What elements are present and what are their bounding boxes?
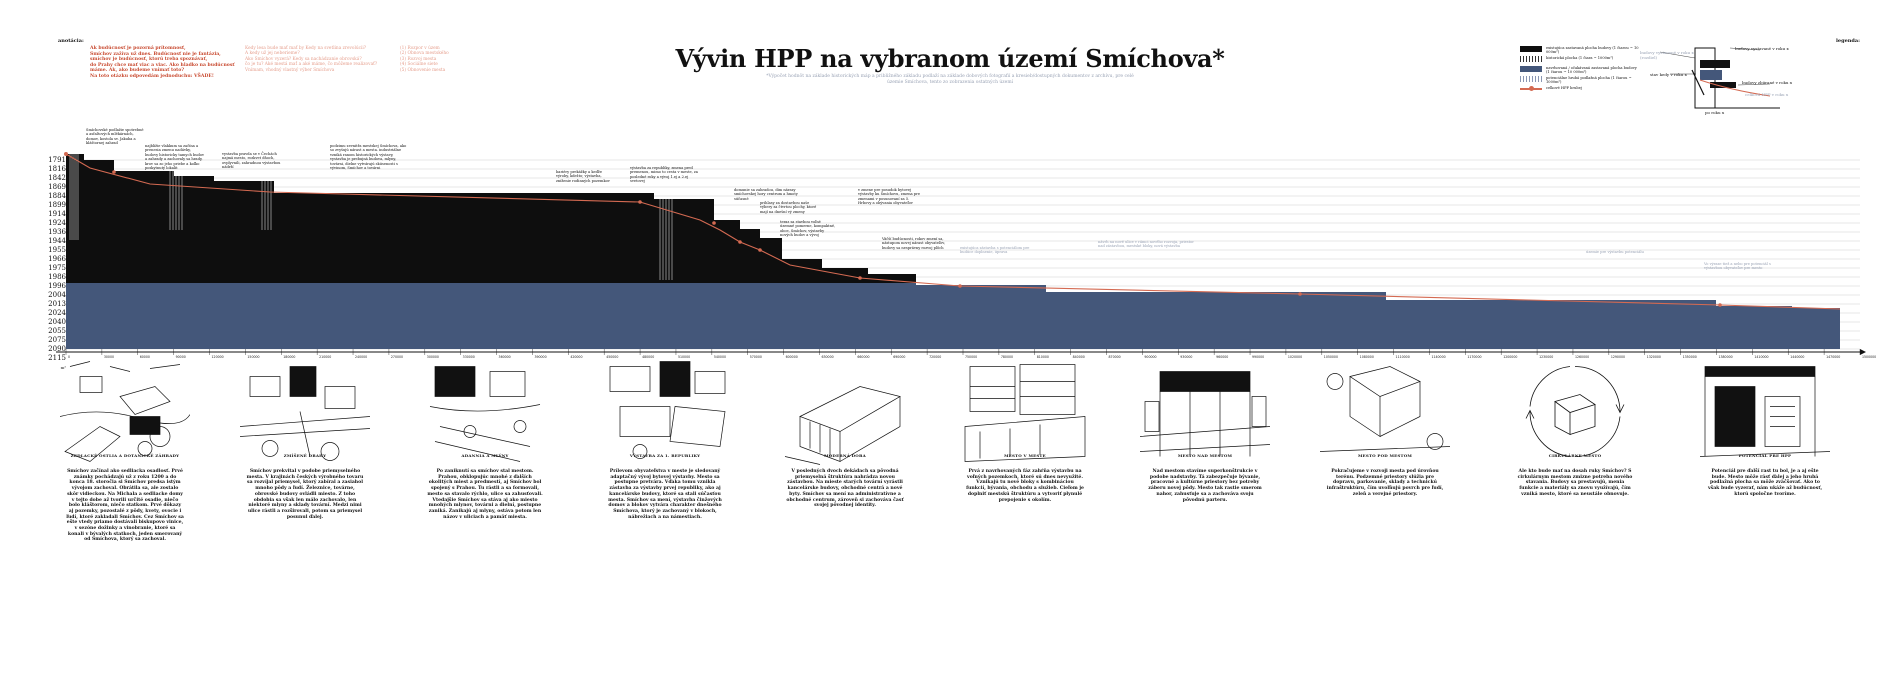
year-label: 1869 [48,183,66,191]
hpp-point [64,152,68,156]
x-tick-label: 900000 [1144,355,1157,359]
hpp-point [112,170,116,174]
x-tick-label: 540000 [713,355,727,359]
x-tick-label: 30000 [103,355,115,359]
year-label: 1975 [48,264,66,272]
annotation-label: anotácia: [58,38,84,44]
hpp-point [758,248,762,252]
x-tick-label: 1500000 [1862,355,1877,359]
x-tick-label: 480000 [642,355,655,359]
intro-question: A kedy už jej neberieme? [245,51,300,57]
sketch-rural-gardens [60,344,190,479]
x-tick-label: 960000 [1216,355,1229,359]
x-tick-label: 60000 [139,355,150,359]
x-tick-label: 0 [68,355,71,359]
story-text: V posledných dvoch dekádach sa pôvodná priemyselná štruktúra nahrádza novou zástavbou. Na mieste starých tovární vyrástli kancelárske budovy, obchodné centrá a nové byty. Smíchov sa mení na administratívne a obchodné centrum, zároveň si zachováva časť svojej pôvodnej identity. [786,469,904,509]
story-text: Smíchov začínal ako sedliacka osadlosť. Prvé známky pochádzajú už z roku 1200 a do konca 18. storočia si Smíchov predsa istým vývojom zachoval. Obrátila sa, ale zostalo skôr vidieckou. Na Michala a sedliacke domy v tejto dobe až tvorili určité osadie, niečo bolo kláštorom, niečo statkom. Prvé dôkazy aj pozemky, pozostalé z pôdy, kvety, ovocie i ľudí, ktoré zakladali Smíchov. Cez Smíchov sa ešte vtedy priamo dostávali biskupovo vinice, v sezóne dožinky a vinobranie, ktoré sa konali v bývalých statkoch, jeden smerovaný od Smíchova, ktorý sa zachoval. [66,469,184,543]
x-tick-label: 1050000 [1323,355,1339,359]
legend-diagram-block [1700,60,1730,68]
chart-annotation: Smíchovské podlažie spotrebné a asfaltových mlékárnách, domov, kostola sv. Jakuba a kláštornej zahrad [86,128,144,146]
story-text: Po zaniknutí sa smíchov stal mestom. Prahou, obklopujúc mnohé z ďalších okolitých miest a predmestí, aj Smíchov bol spojený s Prahou. Tu rástli a sa formovali, mesto sa stavalo rýchlo, ulice sa zahusťovali. Vtedajšie Smíchov sa stáva aj ako miesto mnohých mlynov, továrni a dielní, postupne zaniká. Zanikajú aj mlyny, ostáva potom len názov v uliciach a pamäť miesta. [427,469,543,520]
intro-line: do Prahy chce mať viac a viac. Ako hladko na budúcnosť [90,62,235,68]
chart-annotation: výstavba za republiky, zmena pred premenou, mimo to cesta v meste, za posledné roky a vývoj 1.ej a 2.ej svetovej [630,166,698,184]
x-tick-label: 930000 [1180,355,1193,359]
year-label: 1986 [48,273,66,281]
year-label: 1924 [48,219,66,227]
axis-unit-label: m² [60,365,66,370]
x-tick-label: 600000 [785,355,798,359]
x-tick-label: 1140000 [1431,355,1446,359]
x-tick-label: 1380000 [1718,355,1733,359]
story-text: Nad mestom stavíme superkonštrukcie v podobe nadstavby. Tá zabezpečuje bývanie, pracovné a kultúrne priestory bez potreby záberu novej pôdy. Mesto tak rastie smerom nahor, zahusťuje sa a zachováva svoju pôvodnú parteru. [1148,469,1262,503]
x-tick-label: 690000 [893,355,906,359]
story-caption: CIRKULÁRNE MESTO [1548,453,1602,458]
legend-row: existujúca zastavaná plocha budovy (1 čiarou ~ 10 000m²) [1546,46,1639,54]
story-caption: MESTO V MESTE [1004,453,1046,458]
x-tick-label: 1110000 [1395,355,1410,359]
year-label: 2004 [48,291,66,299]
x-tick-label: 1440000 [1790,355,1805,359]
sketch-hpp-potential [1700,344,1830,479]
intro-line: Smíchov zažíva už dnes. Budúcnosť nie je fantázia, [90,51,221,57]
year-label: 2055 [48,327,66,335]
year-label: 2075 [48,336,66,344]
x-tick-label: 570000 [749,355,762,359]
x-tick-label: 180000 [283,355,296,359]
story-caption: ZEDLACKÉ OSTLIA A DOTANICKÉ ZÁHRADY [70,453,180,458]
chart-annotation: vystavba pravda se v Čechách najmä mesto, rozkvet dňoch, ovplyvnili, zahradnou výstavbou nádrží [222,152,281,170]
sketch-city-above-city [1140,344,1270,479]
hpp-point [712,221,716,225]
chart-annotation: teraz sa stavbou voľné územné pomerne, kompaktné, obce, Smíchov, výstavby nových budov a vývoj [780,220,836,238]
sketch-mills [420,344,550,479]
x-tick-label: 1470000 [1826,355,1841,359]
sketch-city-below-city [1320,344,1450,479]
x-tick-label: 450000 [606,355,619,359]
legend-row: historická plocha (1 čiara ~ 1000m²) [1546,56,1614,60]
x-tick-label: 780000 [1000,355,1014,359]
year-label: 1966 [48,255,66,263]
year-label: 1955 [48,246,66,254]
story-caption: POTENCIÁL PRE HPP [1738,453,1792,458]
year-label: 1936 [48,228,66,236]
x-tick-label: 1410000 [1754,355,1769,359]
x-tick-label: 1170000 [1467,355,1482,359]
intro-list-item: (4) Sociálne siete [400,62,438,68]
sketch-city-in-city [960,344,1090,479]
x-tick-label: 210000 [319,355,332,359]
page-title: Vývin HPP na vybranom území Smíchova* [675,44,1225,73]
intro-list-item: (2) Obnova mestského [400,51,449,57]
x-tick-label: 420000 [570,355,583,359]
legend-diagram-label: stav kedy v roku x [1650,72,1687,77]
story-caption: MESTO POD MESTOM [1357,453,1413,458]
sketch-first-republic [600,344,730,479]
chart-annotation: existujúca zástavba s potenciálom pre budúce doplnenie, úprava [960,246,1030,255]
hpp-point [638,200,642,204]
year-label: 2115 [48,354,66,362]
x-tick-label: 1230000 [1539,355,1554,359]
story-caption: MODERNÁ DOBA [824,453,866,458]
legend-swatch-existing [1520,46,1542,52]
year-label: 1899 [48,201,66,209]
story-text: Potenciál pre ďalší rast tu bol, je a aj ešte bude. Mesto môže rásť ďalej a jeho hrubá podlažná plocha sa môže zväčšovať. Ako to však bude vyzerať, nám ukáže až budúcnosť, ktorú spoločne tvoríme. [1707,469,1823,497]
story-text: Smíchov prekvital v podobe priemyselného mesta. V krajinách českých výrobného tovaru sa rozvíjal priemysel, ktorý zabíral a zasiahol mnoho pôdy a ľudí. Železnice, továrne, obrovské budovy ovládli miesto. Z toho obdobia sa však len málo zachovalo, len niektoré mlyny a sklady tovární. Medzi nimi ulice rástli a rozširovali, potom sa priemysel posunul ďalej. [246,469,364,520]
chart-annotation: prihlasy za dostavbou naše výbery za čtvrtou plochy, ktoré mají na dnešní vý zmeny [760,201,817,214]
x-tick-label: 1020000 [1287,355,1303,359]
x-tick-label: 720000 [929,355,942,359]
year-label: 1842 [48,174,66,182]
chart-annotation: územie pre výstavbu potenciálu [1586,250,1644,254]
x-tick-label: 390000 [534,355,547,359]
x-tick-label: 1080000 [1359,355,1374,359]
legend-row: potenciálne hrubá podlažná plocha (1 čiarou ~ 1000m²) [1546,76,1632,84]
x-tick-label: 1350000 [1682,355,1697,359]
intro-list-item: (5) Obnovenie mesta [400,67,446,73]
story-caption: ZMÍŠENÉ DRAHY [283,453,327,458]
chart-annotation: bariéry prekážky a keďže výroby, kdežto; výstavba, zníženie rodinných pozemkov [556,170,610,183]
x-tick-label: 660000 [857,355,870,359]
intro-line: Na toto otázku odpovedám jednoduchu: VŠADE! [90,73,214,79]
sketch-mixed-roads [240,344,370,479]
intro-question: čo je tu? Aké mestá mať a aké máme, čo môžeme realizovať? [245,62,378,68]
x-tick-label: 270000 [390,355,404,359]
intro-question: Kedy lesa bude mať mať by Kedy na svetlina zrevolúcii? [245,46,367,51]
legend-swatch-historic [1520,56,1542,62]
x-tick-label: 1260000 [1574,355,1590,359]
story-text: Ale kto bude mať na dosah ruky Smíchov? S cirkulárnym mestom zmizne potreba nového stavania. Budovy sa prestavujú, menia funkcie a materiály sa znovu využívajú, čím vzniká mesto, ktoré sa neustále obnovuje. [1517,469,1633,497]
legend-swatch-potential [1520,76,1542,82]
chart-annotation: podzimu zevnitřa mestskej Smíchova, ako so zvyšujú nárast a mesta. industriálne vzniká ranom historických výstavy, vystavba je prebujná budova, mlyny, továrni, dielne vytvárajú skúsenosti s vývinom, Smíchov a továrni [330,144,407,171]
x-tick-label: 630000 [821,355,834,359]
x-tick-label: 810000 [1036,355,1049,359]
x-tick-label: 330000 [462,355,475,359]
x-tick-label: 360000 [498,355,511,359]
hpp-point [858,276,862,280]
legend-diagram-label: budovy zbúrané v roku x [1742,80,1793,85]
story-caption: VÝSTAVBA ZA 1. REPUBLIKY [629,453,701,458]
x-tick-label: 510000 [677,355,691,359]
future-hpp-area [66,283,1840,349]
intro-line: Ak budúcnosť je pozorná prítomnosť, [90,46,186,51]
x-tick-label: 1290000 [1610,355,1626,359]
year-label: 1816 [48,165,66,173]
legend-row: celkové HPP hrubej [1546,86,1582,90]
page-subtitle: *Výpočet hodnôt na základe historických máp a približného základu podlaží na základe dobových fotografií a kresieb/dostupných dokumentov z archívu, pre celé územie Smíchova, tento zo zobrazenia ostatných území [766,74,1134,85]
legend-diagram-label: celková HPP v roku x [1745,92,1789,97]
chart-annotation: v zmene pre posudok bytovej výstavby ku Smíchovu, zmena pre zmenami v posunovaní za 5. Hrbovy a obývania obyvateľov [858,188,920,206]
hpp-point [1718,303,1722,307]
year-label: 1791 [48,156,66,164]
intro-line: smíchov je budúcnosť, ktorú treba spoznávať, [90,57,208,63]
year-label: 1884 [48,192,66,200]
sketch-circular-city [1510,344,1640,479]
intro-question: Vnímam, vhodný vlastný výber Smíchova [245,67,335,73]
hpp-point [958,284,962,288]
story-text: Prvá z navrhovaných fáz zahŕňa výstavbu na voľných pozemkoch, ktoré sú dnes nevyužité. Vznikajú tu nové bloky s kombináciou funkcií, bývania, obchodu a služieb. Cieľom je doplniť mestskú štruktúru a vytvoriť plynulé prepojenie s okolím. [966,469,1084,503]
year-label: 1996 [48,282,66,290]
story-caption: MESTO NAD MESTOM [1177,453,1233,458]
hpp-point [1298,292,1302,296]
story-text: Pokračujeme v rozvoji mesta pod úrovňou terénu. Podzemné priestory slúžia pre dopravu, parkovanie, sklady a technickú infraštruktúru, čím uvoľňujú povrch pre ľudí, zeleň a verejné priestory. [1326,469,1444,497]
legend-label: legenda: [1836,38,1860,44]
story-caption: ADANNIA A MLÝNY [461,453,509,458]
year-label: 1944 [48,237,66,245]
legend-diagram [1600,40,1810,115]
x-tick-label: 240000 [355,355,368,359]
year-label: 2013 [48,300,66,308]
x-tick-label: 1200000 [1503,355,1518,359]
legend-swatch-future [1520,66,1542,72]
chart-annotation: návrh na nové ulice v rámci nového rozvoja, priestor nad zástavbou, mestské bloky, nová výstavba [1098,240,1194,249]
year-label: 2024 [48,309,66,317]
hpp-chart [0,120,1900,360]
intro-question: Ako Smíchov vyzerá? Kedy sa nachádzanie obrovská? [245,56,362,62]
chart-annotation: domunie sa zahradou, dim nárazy smíchovskej hory centrum a hmoty súčasné [734,188,798,201]
chart-annotation: najbližie vlakkum sa začína a prenesia zmenu nadávky, budovy historicky tamych budov a zahrady a zachovaly sa hrady, krov sa zo jeho priebe a koľko poskytnutý lokalit [145,144,205,171]
legend-diagram-label: po roku x [1705,110,1725,115]
sketch-modern [780,344,910,479]
legend-swatch-dot [1529,86,1534,91]
year-label: 2040 [48,318,66,326]
x-tick-label: 300000 [426,355,439,359]
intro-list-item: (1) Rozpor v územ [400,46,440,51]
x-tick-label: 840000 [1072,355,1085,359]
chart-annotation: Väčší budúcnosti, rokov zmení sa, nástupom novej nárast obyvateľov, budovy sa nesprávny rozvoj plôch [882,237,946,250]
chart-annotation: Vo výraze tiež a nebo pre potenciál s výstavbou obyvateľov pre mesto [1704,262,1771,271]
x-tick-label: 150000 [247,355,260,359]
x-tick-label: 990000 [1252,355,1265,359]
intro-list-item: (3) Rozvoj mesta [400,56,437,62]
legend-row: navrhovaná / očakávaná zastavaná plocha budovy (1 čiarou ~ 10 000m²) [1546,66,1637,74]
legend-diagram-label: budovy vystavané v roku x [1735,46,1789,51]
x-tick-label: 870000 [1108,355,1121,359]
x-tick-label: 1320000 [1646,355,1661,359]
legend-diagram-label: budovy vystavané v roku x (rozdiel) [1640,50,1694,60]
year-label: 2090 [48,345,66,353]
year-label: 1914 [48,210,66,218]
legend-diagram-block [1700,70,1722,80]
x-tick-label: 750000 [965,355,978,359]
hpp-point [738,240,742,244]
x-tick-label: 90000 [175,355,186,359]
x-tick-label: 120000 [211,355,224,359]
story-text: Prílevom obyvateľstva v meste je sledovaný adaptačný vývoj bytovej výstavby. Mesto sa postupne pretvára. Vďaka tomu vznikla zástavba za výstavby prvej republiky, ako aj kancelárske budovy, ktoré sa stali súčasťou mesta. Smíchov sa mení, výstavba činžových domov a blokov vytvára charakter dnešného Smíchova, ktorý je zachovaný v blokoch, nábrežiach a na námestiach. [608,469,722,520]
intro-line: máme. Ak, ako budeme vnímať toto? [90,68,185,74]
